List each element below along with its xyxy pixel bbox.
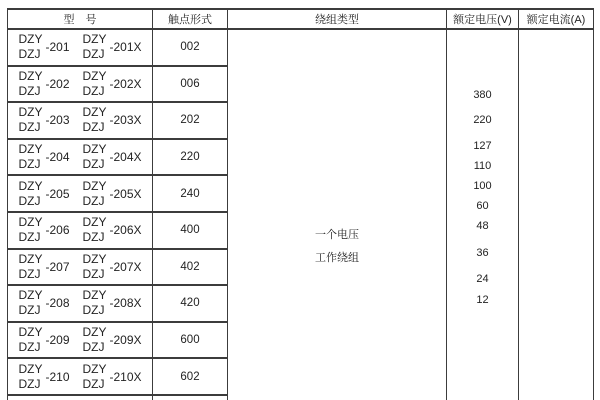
model-suffix: -201X <box>109 40 142 55</box>
model-prefix: DZY <box>18 215 43 230</box>
model-cell <box>8 250 153 287</box>
model-suffix: -206 <box>45 223 70 238</box>
model-group <box>18 362 69 392</box>
model-prefix: DZY <box>18 178 43 193</box>
voltage-value: 127 <box>473 140 492 152</box>
model-suffix: -205 <box>45 186 70 201</box>
model-prefix-stack <box>83 69 107 99</box>
relay-spec-table <box>7 8 594 400</box>
model-prefix-stack <box>83 362 107 392</box>
contact-form-cell: 006 <box>153 67 228 104</box>
model-prefix-stack <box>18 179 42 209</box>
model-suffix: -201 <box>45 40 70 55</box>
model-group <box>18 69 69 99</box>
model-prefix-stack <box>83 179 107 209</box>
model-suffix: -203X <box>109 113 142 128</box>
model-prefix: DZY <box>18 105 43 120</box>
rated-current-cell <box>519 30 593 400</box>
model-prefix: DZY <box>18 142 43 157</box>
contact-form-cell: 240 <box>153 176 228 213</box>
winding-type-cell <box>228 30 447 400</box>
model-group <box>18 142 69 172</box>
model-prefix: DZY <box>18 361 43 376</box>
model-suffix: -208X <box>109 296 142 311</box>
model-prefix: DZJ <box>18 47 41 62</box>
model-prefix: DZJ <box>82 83 105 98</box>
model-cell-partial <box>8 396 153 400</box>
model-prefix-stack <box>18 69 42 99</box>
model-prefix: DZJ <box>18 266 41 281</box>
model-prefix: DZJ <box>82 303 105 318</box>
model-prefix: DZJ <box>18 230 41 245</box>
model-cell <box>8 176 153 213</box>
model-prefix: DZY <box>82 68 107 83</box>
model-group <box>83 179 142 209</box>
model-prefix-stack <box>18 252 42 282</box>
model-prefix-stack <box>18 142 42 172</box>
model-prefix: DZJ <box>18 340 41 355</box>
model-prefix-stack <box>18 215 42 245</box>
model-group <box>83 32 142 62</box>
header-rated-voltage: 额定电压(V) <box>447 10 519 30</box>
model-suffix: -204X <box>109 150 142 165</box>
model-prefix: DZY <box>82 32 107 47</box>
model-suffix: -209X <box>109 333 142 348</box>
model-cell <box>8 286 153 323</box>
model-prefix: DZJ <box>82 340 105 355</box>
header-winding-type: 绕组类型 <box>228 10 447 30</box>
contact-form-cell: 602 <box>153 359 228 396</box>
model-group <box>18 325 69 355</box>
contact-form-cell: 400 <box>153 213 228 250</box>
model-group <box>83 288 142 318</box>
model-suffix: -202X <box>109 76 142 91</box>
header-model: 型 号 <box>8 10 153 30</box>
header-rated-current: 额定电流(A) <box>519 10 593 30</box>
model-group <box>83 252 142 282</box>
model-prefix: DZY <box>18 32 43 47</box>
model-prefix-stack <box>83 288 107 318</box>
model-suffix: -204 <box>45 150 70 165</box>
model-group <box>83 105 142 135</box>
model-group <box>83 362 142 392</box>
model-prefix-stack <box>18 362 42 392</box>
voltage-value: 12 <box>476 294 489 306</box>
voltage-value: 60 <box>476 200 489 212</box>
winding-type-line2: 工作绕组 <box>315 252 359 264</box>
model-suffix: -207 <box>45 259 70 274</box>
model-prefix: DZY <box>82 325 107 340</box>
model-prefix: DZY <box>18 288 43 303</box>
contact-form-cell: 600 <box>153 323 228 360</box>
model-prefix: DZY <box>82 215 107 230</box>
contact-form-cell: 002 <box>153 30 228 67</box>
model-prefix-stack <box>18 288 42 318</box>
model-group <box>18 215 69 245</box>
model-suffix: -208 <box>45 296 70 311</box>
model-group <box>18 252 69 282</box>
model-prefix: DZY <box>18 68 43 83</box>
model-prefix: DZY <box>82 251 107 266</box>
voltage-value: 220 <box>473 114 492 126</box>
model-prefix: DZJ <box>82 157 105 172</box>
model-suffix: -205X <box>109 186 142 201</box>
model-prefix: DZJ <box>82 230 105 245</box>
voltage-value: 48 <box>476 220 489 232</box>
model-suffix: -207X <box>109 259 142 274</box>
contact-form-cell-partial <box>153 396 228 400</box>
model-prefix: DZJ <box>18 193 41 208</box>
model-prefix-stack <box>83 325 107 355</box>
winding-type-line1: 一个电压 <box>315 229 359 241</box>
model-group <box>18 105 69 135</box>
rated-voltage-cell <box>447 30 519 400</box>
model-prefix-stack <box>18 325 42 355</box>
model-prefix: DZJ <box>82 120 105 135</box>
model-prefix: DZY <box>18 325 43 340</box>
model-cell <box>8 30 153 67</box>
model-group <box>83 142 142 172</box>
model-prefix: DZJ <box>82 193 105 208</box>
model-prefix-stack <box>83 32 107 62</box>
model-prefix: DZJ <box>18 376 41 391</box>
model-prefix: DZY <box>82 178 107 193</box>
model-group <box>18 179 69 209</box>
voltage-value: 24 <box>476 273 489 285</box>
contact-form-cell: 402 <box>153 250 228 287</box>
model-cell <box>8 140 153 177</box>
voltage-value: 380 <box>473 89 492 101</box>
model-prefix: DZJ <box>18 303 41 318</box>
model-prefix-stack <box>83 142 107 172</box>
model-prefix: DZY <box>82 288 107 303</box>
model-prefix: DZJ <box>18 157 41 172</box>
model-prefix-stack <box>18 32 42 62</box>
model-suffix: -210 <box>45 369 70 384</box>
voltage-value: 36 <box>476 247 489 259</box>
model-prefix: DZY <box>18 251 43 266</box>
model-cell <box>8 67 153 104</box>
model-prefix: DZY <box>82 105 107 120</box>
voltage-value: 110 <box>473 160 492 172</box>
model-suffix: -203 <box>45 113 70 128</box>
model-prefix: DZJ <box>82 266 105 281</box>
model-cell <box>8 359 153 396</box>
contact-form-cell: 420 <box>153 286 228 323</box>
model-prefix-stack <box>18 105 42 135</box>
model-prefix-stack <box>83 252 107 282</box>
voltage-value: 100 <box>473 180 492 192</box>
model-prefix: DZJ <box>18 83 41 98</box>
model-prefix: DZJ <box>18 120 41 135</box>
contact-form-cell: 202 <box>153 103 228 140</box>
model-suffix: -202 <box>45 76 70 91</box>
model-prefix-stack <box>83 215 107 245</box>
header-contact-form: 触点形式 <box>153 10 228 30</box>
model-group <box>83 69 142 99</box>
model-suffix: -206X <box>109 223 142 238</box>
model-cell <box>8 323 153 360</box>
model-cell <box>8 103 153 140</box>
model-group <box>18 288 69 318</box>
model-prefix: DZY <box>82 142 107 157</box>
model-group <box>83 215 142 245</box>
model-prefix: DZY <box>82 361 107 376</box>
model-suffix: -209 <box>45 333 70 348</box>
model-cell <box>8 213 153 250</box>
model-group <box>18 32 69 62</box>
model-prefix: DZJ <box>82 47 105 62</box>
model-prefix: DZJ <box>82 376 105 391</box>
model-group <box>83 325 142 355</box>
model-prefix-stack <box>83 105 107 135</box>
model-suffix: -210X <box>109 369 142 384</box>
contact-form-cell: 220 <box>153 140 228 177</box>
